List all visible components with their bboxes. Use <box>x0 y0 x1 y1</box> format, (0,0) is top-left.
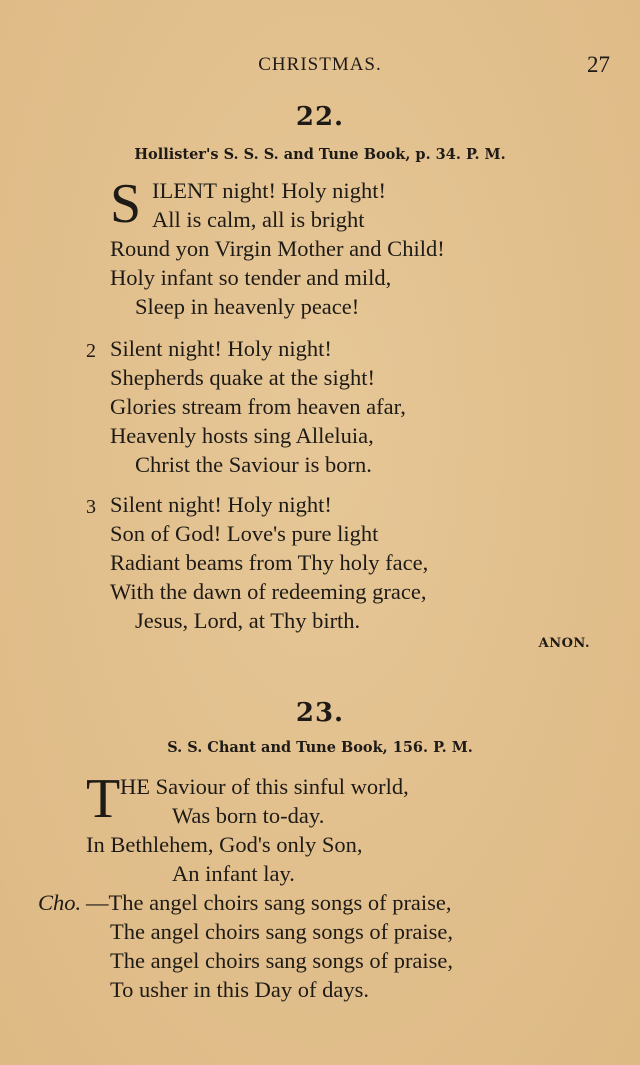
verse-line: HE Saviour of this sinful world, <box>120 774 409 799</box>
drop-cap-t: T <box>86 768 121 830</box>
chorus-label: Cho. <box>38 890 82 915</box>
running-head: CHRISTMAS. <box>258 54 382 75</box>
verse-line: Jesus, Lord, at Thy birth. <box>135 608 361 633</box>
verse-number: 3 <box>86 496 96 518</box>
hymn-number-22: 22. <box>295 102 345 132</box>
drop-cap-s: S <box>110 173 142 235</box>
verse-line: Silent night! Holy night! <box>110 492 332 517</box>
verse-line: Silent night! Holy night! <box>110 336 332 361</box>
chorus-line: To usher in this Day of days. <box>110 977 370 1002</box>
verse-line: Round yon Virgin Mother and Child! <box>110 236 445 261</box>
tune-reference-23: S. S. Chant and Tune Book, 156. P. M. <box>167 739 473 756</box>
verse-line: Was born to-day. <box>172 803 325 828</box>
verse-line: Glories stream from heaven afar, <box>110 394 406 419</box>
verse-line: ILENT night! Holy night! <box>152 178 386 203</box>
verse-line: Christ the Saviour is born. <box>135 452 372 477</box>
verse-line: An infant lay. <box>172 861 295 886</box>
verse-line: All is calm, all is bright <box>152 207 365 232</box>
page-number: 27 <box>587 52 610 77</box>
author-attribution: ANON. <box>538 636 590 651</box>
hymn-number-23: 23. <box>295 698 345 728</box>
verse-line: With the dawn of redeeming grace, <box>110 579 427 604</box>
verse-line: Holy infant so tender and mild, <box>110 265 392 290</box>
chorus-line: The angel choirs sang songs of praise, <box>110 919 454 944</box>
verse-line: Radiant beams from Thy holy face, <box>110 550 429 575</box>
verse-line: Son of God! Love's pure light <box>110 521 379 546</box>
verse-line: Heavenly hosts sing Alleluia, <box>110 423 374 448</box>
chorus-line: —The angel choirs sang songs of praise, <box>86 890 452 915</box>
verse-number: 2 <box>86 340 96 362</box>
verse-line: In Bethlehem, God's only Son, <box>86 832 363 857</box>
tune-reference-22: Hollister's S. S. S. and Tune Book, p. 34. P. M. <box>134 146 506 163</box>
verse-line: Shepherds quake at the sight! <box>110 365 375 390</box>
verse-line: Sleep in heavenly peace! <box>135 294 360 319</box>
chorus-line: The angel choirs sang songs of praise, <box>110 948 454 973</box>
